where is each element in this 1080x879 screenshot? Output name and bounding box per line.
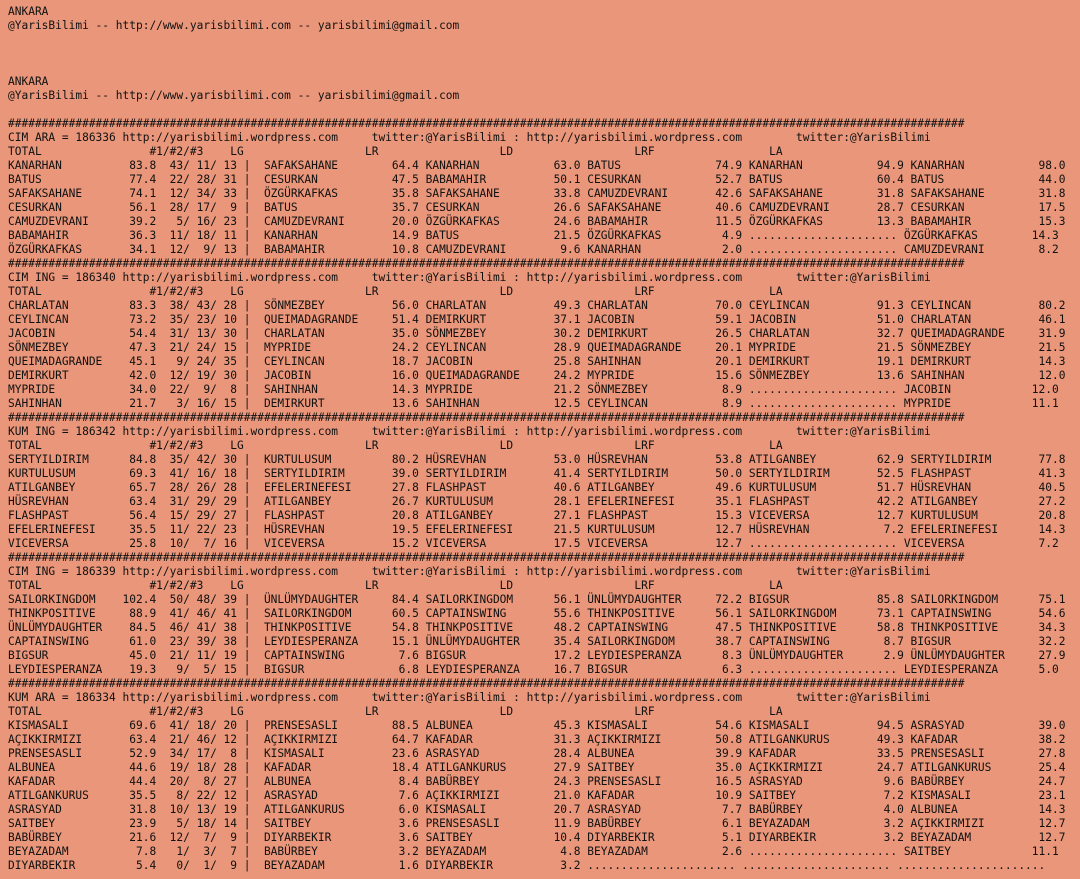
header-block-2	[8, 75, 459, 103]
race-results-text: ############################################################################################################################################## CIM ARA = 186336 http://yarisbilimi.wordpress.com twitter:@YarisBilimi : http://yarisbilimi.wordpress.com twitter:@YarisBilimi TOTAL #1/#2/#3 LG LR LD LRF LA KANARHAN 83.8 43/ 11/ 13 | SAFAKSAHANE 64.4 KANARHAN 63.0 BATUS 74.9 KANARHAN 94.9 KANARHAN 98.0 BATUS 77.4 22/ 28/ 31 | CESURKAN 47.5 BABAMAHIR 50.1 CESURKAN 52.7 BATUS 60.4 BATUS 44.0 SAFAKSAHANE 74.1 12/ 34/ 33 | ÖZGÜRKAFKAS 35.8 SAFAKSAHANE 33.8 CAMUZDEVRANI 42.6 SAFAKSAHANE 31.8 SAFAKSAHANE 31.8 CESURKAN 56.1 28/ 17/ 9 | BATUS 35.7 CESURKAN 26.6 SAFAKSAHANE 40.6 CAMUZDEVRANI 28.7 CESURKAN 17.5 CAMUZDEVRANI 39.2 5/ 16/ 23 | CAMUZDEVRANI 20.0 ÖZGÜRKAFKAS 24.6 BABAMAHIR 11.5 ÖZGÜRKAFKAS 13.3 BABAMAHIR 15.3 BABAMAHIR 36.3 11/ 18/ 11 | KANARHAN 14.9 BATUS 21.5 ÖZGÜRKAFKAS 4.9 ...................... ÖZGÜRKAFKAS 14.3 ÖZGÜRKAFKAS 34.1 12/ 9/ 13 | BABAMAHIR 10.8 CAMUZDEVRANI 9.6 KANARHAN 2.0 ...................... CAMUZDEVRANI 8.2 ############################################################################################################################################## CIM ING = 186340 http://yarisbilimi.wordpress.com twitter:@YarisBilimi : http://yarisbilimi.wordpress.com twitter:@YarisBilimi TOTAL #1/#2/#3 LG LR LD LRF LA CHARLATAN 83.3 38/ 43/ 28 | SÖNMEZBEY 56.0 CHARLATAN 49.3 CHARLATAN 70.0 CEYLINCAN 91.3 CEYLINCAN 80.2 CEYLINCAN 73.2 35/ 23/ 10 | QUEIMADAGRANDE 51.4 DEMIRKURT 37.1 JACOBIN 59.1 JACOBIN 51.0 CHARLATAN 46.1 JACOBIN 54.4 31/ 13/ 30 | CHARLATAN 35.0 SÖNMEZBEY 30.2 DEMIRKURT 26.5 CHARLATAN 32.7 QUEIMADAGRANDE 31.9 SÖNMEZBEY 47.3 21/ 24/ 15 | MYPRIDE 24.2 CEYLINCAN 28.9 QUEIMADAGRANDE 20.1 MYPRIDE 21.5 SÖNMEZBEY 21.5 QUEIMADAGRANDE 45.1 9/ 24/ 35 | CEYLINCAN 18.7 JACOBIN 25.8 SAHINHAN 20.1 DEMIRKURT 19.1 DEMIRKURT 14.3 DEMIRKURT 42.0 12/ 19/ 30 | JACOBIN 16.0 QUEIMADAGRANDE 24.2 MYPRIDE 15.6 SÖNMEZBEY 13.6 SAHINHAN 12.0 MYPRIDE 34.0 22/ 9/ 8 | SAHINHAN 14.3 MYPRIDE 21.2 SÖNMEZBEY 8.9 ...................... JACOBIN 12.0 SAHINHAN 21.7 3/ 16/ 15 | DEMIRKURT 13.6 SAHINHAN 12.5 CEYLINCAN 8.9 ...................... MYPRIDE 11.1 ############################################################################################################################################## KUM ING = 186342 http://yarisbilimi.wordpress.com twitter:@YarisBilimi : http://yarisbilimi.wordpress.com twitter:@YarisBilimi TOTAL #1/#2/#3 LG LR LD LRF LA SERTYILDIRIM 84.8 35/ 42/ 30 | KURTULUSUM 80.2 HÜSREVHAN 53.0 HÜSREVHAN 53.8 ATILGANBEY 62.9 SERTYILDIRIM 77.8 KURTULUSUM 69.3 41/ 16/ 18 | SERTYILDIRIM 39.0 SERTYILDIRIM 41.4 SERTYILDIRIM 50.0 SERTYILDIRIM 52.5 FLASHPAST 41.3 ATILGANBEY 65.7 28/ 26/ 28 | EFELERINEFESI 27.8 FLASHPAST 40.6 ATILGANBEY 49.6 KURTULUSUM 51.7 HÜSREVHAN 40.5 HÜSREVHAN 63.4 31/ 29/ 29 | ATILGANBEY 26.7 KURTULUSUM 28.1 EFELERINEFESI 35.1 FLASHPAST 42.2 ATILGANBEY 27.2 FLASHPAST 56.4 15/ 29/ 27 | FLASHPAST 20.8 ATILGANBEY 27.1 FLASHPAST 15.3 VICEVERSA 12.7 KURTULUSUM 20.8 EFELERINEFESI 35.5 11/ 22/ 23 | HÜSREVHAN 19.5 EFELERINEFESI 21.5 KURTULUSUM 12.7 HÜSREVHAN 7.2 EFELERINEFESI 14.3 VICEVERSA 25.8 10/ 7/ 16 | VICEVERSA 15.2 VICEVERSA 17.5 VICEVERSA 12.7 ...................... VICEVERSA 7.2 ############################################################################################################################################## CIM ING = 186339 http://yarisbilimi.wordpress.com twitter:@YarisBilimi : http://yarisbilimi.wordpress.com twitter:@YarisBilimi TOTAL #1/#2/#3 LG LR LD LRF LA SAILORKINGDOM 102.4 50/ 48/ 39 | ÜNLÜMYDAUGHTER 84.4 SAILORKINGDOM 56.1 ÜNLÜMYDAUGHTER 72.2 BIGSUR 85.8 SAILORKINGDOM 75.1 THINKPOSITIVE 88.9 41/ 46/ 41 | SAILORKINGDOM 60.5 CAPTAINSWING 55.6 THINKPOSITIVE 56.1 SAILORKINGDOM 73.1 CAPTAINSWING 54.6 ÜNLÜMYDAUGHTER 84.5 46/ 41/ 38 | THINKPOSITIVE 54.8 THINKPOSITIVE 48.2 CAPTAINSWING 47.5 THINKPOSITIVE 58.8 THINKPOSITIVE 34.3 CAPTAINSWING 61.0 23/ 39/ 38 | LEYDIESPERANZA 15.1 ÜNLÜMYDAUGHTER 35.4 SAILORKINGDOM 38.7 CAPTAINSWING 8.7 BIGSUR 32.2 BIGSUR 45.0 21/ 11/ 19 | CAPTAINSWING 7.6 BIGSUR 17.2 LEYDIESPERANZA 8.3 ÜNLÜMYDAUGHTER 2.9 ÜNLÜMYDAUGHTER 27.9 LEYDIESPERANZA 19.3 9/ 5/ 15 | BIGSUR 6.8 LEYDIESPERANZA 16.7 BIGSUR 6.3 ...................... LEYDIESPERANZA 5.0 ############################################################################################################################################## KUM ARA = 186334 http://yarisbilimi.wordpress.com twitter:@YarisBilimi : http://yarisbilimi.wordpress.com twitter:@YarisBilimi TOTAL #1/#2/#3 LG LR LD LRF LA KISMASALI 69.6 41/ 18/ 20 | PRENSESASLI 88.5 ALBUNEA 45.3 KISMASALI 54.6 KISMASALI 94.5 ASRASYAD 39.0 AÇIKKIRMIZI 63.4 21/ 46/ 12 | AÇIKKIRMIZI 64.7 KAFADAR 31.3 AÇIKKIRMIZI 50.8 ATILGANKURUS 49.3 KAFADAR 38.2 PRENSESASLI 52.9 34/ 17/ 8 | KISMASALI 23.6 ASRASYAD 28.4 ALBUNEA 39.9 KAFADAR 33.5 PRENSESASLI 27.8 ALBUNEA 44.6 19/ 18/ 28 | KAFADAR 18.4 ATILGANKURUS 27.9 SAITBEY 35.0 AÇIKKIRMIZI 24.7 ATILGANKURUS 25.4 KAFADAR 44.4 20/ 8/ 27 | ALBUNEA 8.4 BABÜRBEY 24.3 PRENSESASLI 16.5 ASRASYAD 9.6 BABÜRBEY 24.7 ATILGANKURUS 35.5 8/ 22/ 12 | ASRASYAD 7.6 AÇIKKIRMIZI 21.0 KAFADAR 10.9 SAITBEY 7.2 KISMASALI 23.1 ASRASYAD 31.8 10/ 13/ 19 | ATILGANKURUS 6.0 KISMASALI 20.7 ASRASYAD 7.7 BABÜRBEY 4.0 ALBUNEA 14.3 SAITBEY 23.9 5/ 18/ 14 | SAITBEY 3.6 PRENSESASLI 11.9 BABÜRBEY 6.1 BEYAZADAM 3.2 AÇIKKIRMIZI 12.7 BABÜRBEY 21.6 12/ 7/ 9 | DIYARBEKIR 3.6 SAITBEY 10.4 DIYARBEKIR 5.1 DIYARBEKIR 3.2 BEYAZADAM 12.7 BEYAZADAM 7.8 1/ 3/ 7 | BABÜRBEY 3.2 BEYAZADAM 4.8 BEYAZADAM 2.6 ...................... SAITBEY 11.1 DIYARBEKIR 5.4 0/ 1/ 9 | BEYAZADAM 1.6 DIYARBEKIR 3.2 ...................... ...................... ......................	[8, 117, 1066, 872]
header-block-1	[8, 5, 459, 33]
header-contact: @YarisBilimi -- http://www.yarisbilimi.com -- yarisbilimi@gmail.com	[8, 89, 460, 102]
header-city: ANKARA	[8, 5, 49, 18]
header-contact: @YarisBilimi -- http://www.yarisbilimi.com -- yarisbilimi@gmail.com	[8, 19, 460, 32]
header-city: ANKARA	[8, 75, 49, 88]
